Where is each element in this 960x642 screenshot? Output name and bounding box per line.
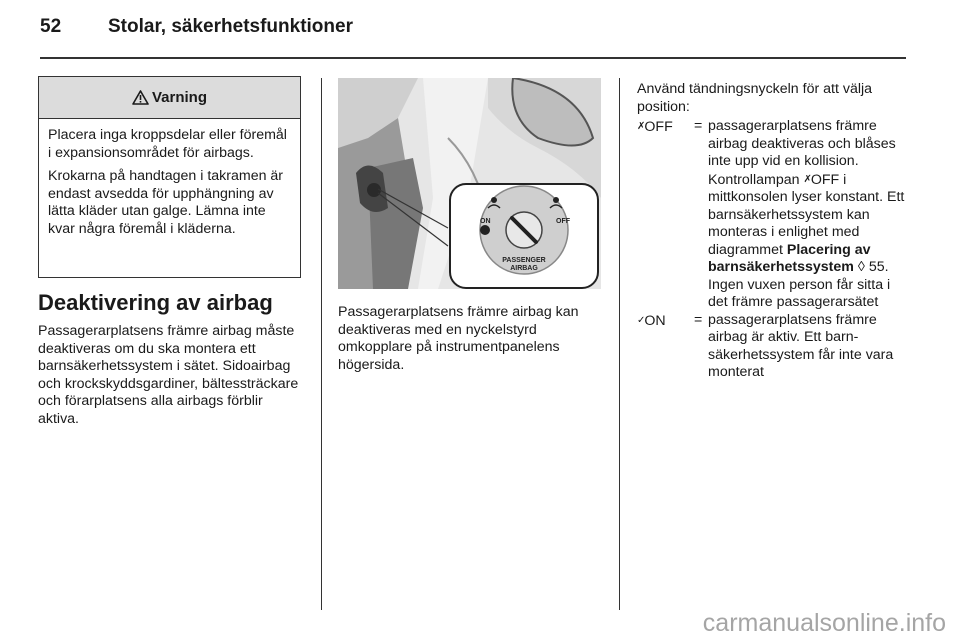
section-title: Deaktivering av airbag (38, 290, 273, 315)
definition-desc-off (708, 118, 905, 312)
page-title: Stolar, säkerhetsfunktioner (108, 16, 353, 37)
column3-intro: Använd tändningsnyckeln för att välja position: (637, 81, 873, 115)
definition-term-on (637, 312, 694, 382)
definition-equals: = (694, 118, 703, 134)
page-ref-icon: ◊ (857, 259, 865, 275)
desc-off-part2: OFF i mittkonsolen lyser konstant. Ett barnsäkerhetssystem kan monteras i enlighet med diagrammet (708, 171, 905, 258)
cross-reference-link[interactable]: Placering av barnsäkerhetssystem (708, 241, 871, 275)
desc-off-part3: 55. Ingen vuxen person får sitta i det främre passagerarsätet (708, 259, 891, 310)
definition-desc-on: passagerarplatsens främre airbag är aktiv. Ett barnsäkerhetssystem får inte vara monterat (708, 311, 894, 380)
switch-off-label: OFF (556, 218, 570, 225)
page-number: 52 (40, 16, 62, 37)
header-rule (40, 57, 906, 59)
definition-equals: = (694, 311, 703, 328)
warning-box (38, 76, 301, 278)
warning-triangle-icon (132, 90, 149, 105)
term-off-text: OFF (644, 119, 673, 135)
definition-on (637, 312, 905, 382)
switch-label-line2: AIRBAG (510, 265, 538, 272)
term-on-text: ON (644, 312, 666, 329)
warning-paragraph-1: Placera inga kroppsdelar eller föremål i expansionsområdet för airbags. (48, 127, 287, 161)
section-intro: Passagerarplatsens främre airbag måste deaktiveras om du ska montera ett barnsäkerhetssystem i sätet. Sidoairbag och krockskyddsgardiner, bältessträckare och förarplatsens alla airbags förblir aktiva. (38, 323, 299, 427)
definition-term-off (637, 118, 694, 312)
switch-label-line1: PASSENGER (502, 257, 546, 264)
definition-off (637, 118, 905, 312)
warning-title: Varning (151, 89, 207, 106)
airbag-switch-photo (338, 78, 601, 289)
warning-body (39, 119, 300, 238)
warning-header (39, 77, 300, 119)
warning-paragraph-2: Krokarna på handtagen i takramen är endast avsedda för upphängning av lätta kläder utan galge. Lämna inte kvar några föremål i kläderna. (48, 168, 284, 237)
switch-on-label: ON (480, 218, 491, 225)
page-header (40, 16, 353, 38)
dashboard-illustration (338, 78, 601, 289)
watermark: carmanualsonline.info (702, 609, 946, 637)
column-divider-1 (321, 78, 322, 610)
desc-off-part1: passagerarplatsens främre airbag deaktiveras och blåses inte upp vid en kollision. Kontrollampan (708, 118, 896, 188)
airbag-on-icon: ✓ (637, 314, 645, 326)
figure-caption: Passagerarplatsens främre airbag kan deaktiveras med en nyckelstyrd omkopplare på instrumentpanelens högersida. (338, 304, 579, 373)
definition-list (637, 118, 905, 382)
column-divider-2 (619, 78, 620, 610)
airbag-off-lamp-icon: ✗ (803, 173, 811, 185)
airbag-off-icon: ✗ (637, 121, 645, 132)
